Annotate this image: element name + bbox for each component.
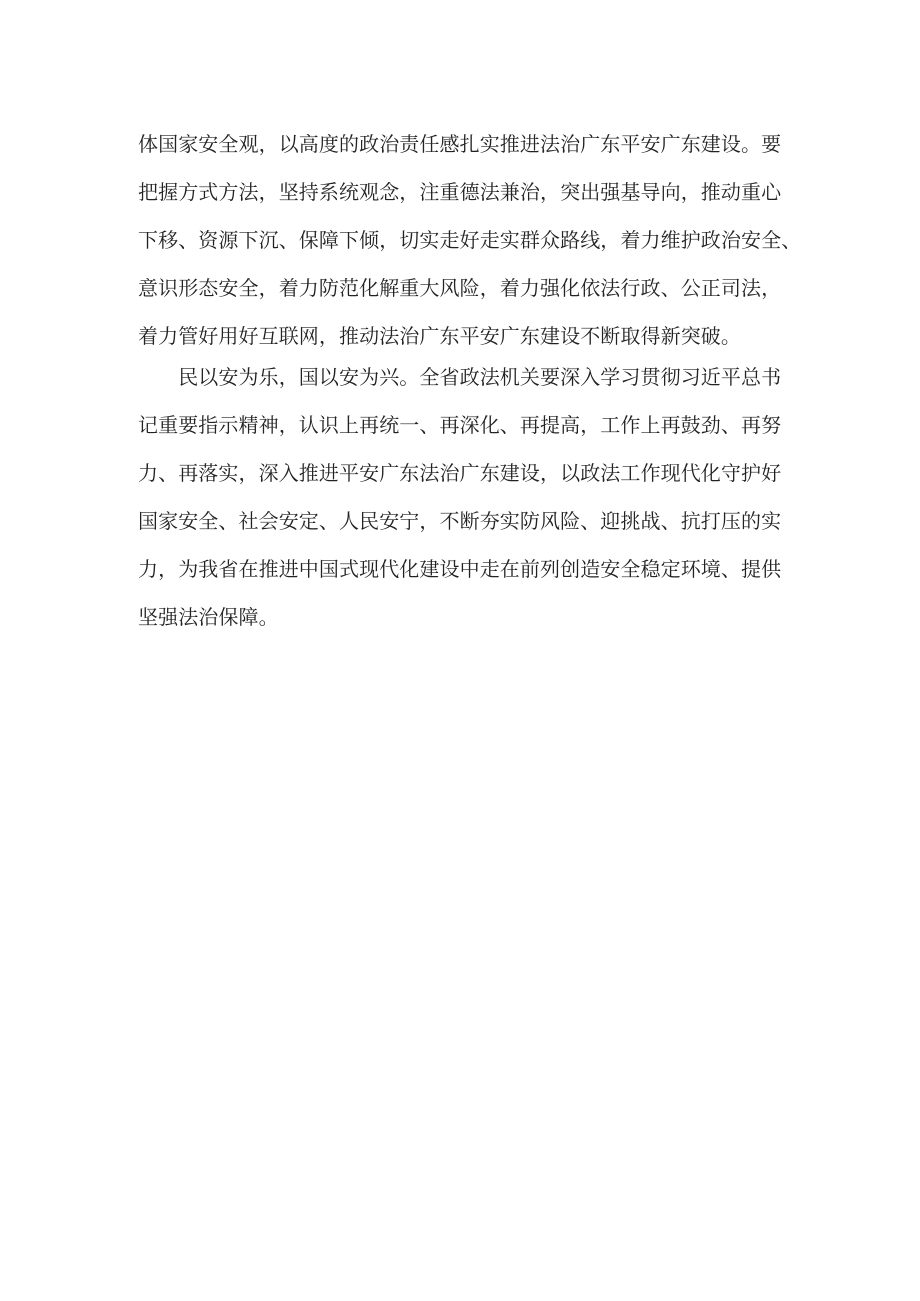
text-line: 力，为我省在推进中国式现代化建设中走在前列创造安全稳定环境、提供 [138,557,782,581]
text-line: 民以安为乐，国以安为兴。全省政法机关要深入学习贯彻习近平总书 [138,365,782,389]
paragraph-1 [138,120,801,360]
text-line: 着力管好用好互联网，推动法治广东平安广东建设不断取得新突破。 [138,324,741,348]
text-line: 国家安全、社会安定、人民安宁，不断夯实防风险、迎挑战、抗打压的实 [138,509,782,533]
text-line: 下移、资源下沉、保障下倾，切实走好走实群众路线，着力维护政治安全、 [138,228,802,252]
text-line: 坚强法治保障。 [138,605,279,629]
text-line: 记重要指示精神，认识上再统一、再深化、再提高，工作上再鼓劲、再努 [138,413,782,437]
text-line: 力、再落实，深入推进平安广东法治广东建设，以政法工作现代化守护好 [138,461,782,485]
text-line: 把握方式方法，坚持系统观念，注重德法兼治，突出强基导向，推动重心 [138,180,782,204]
text-line: 体国家安全观，以高度的政治责任感扎实推进法治广东平安广东建设。要 [138,132,782,156]
text-line: 意识形态安全，着力防范化解重大风险，着力强化依法行政、公正司法， [138,276,782,300]
paragraph-2 [138,353,781,641]
